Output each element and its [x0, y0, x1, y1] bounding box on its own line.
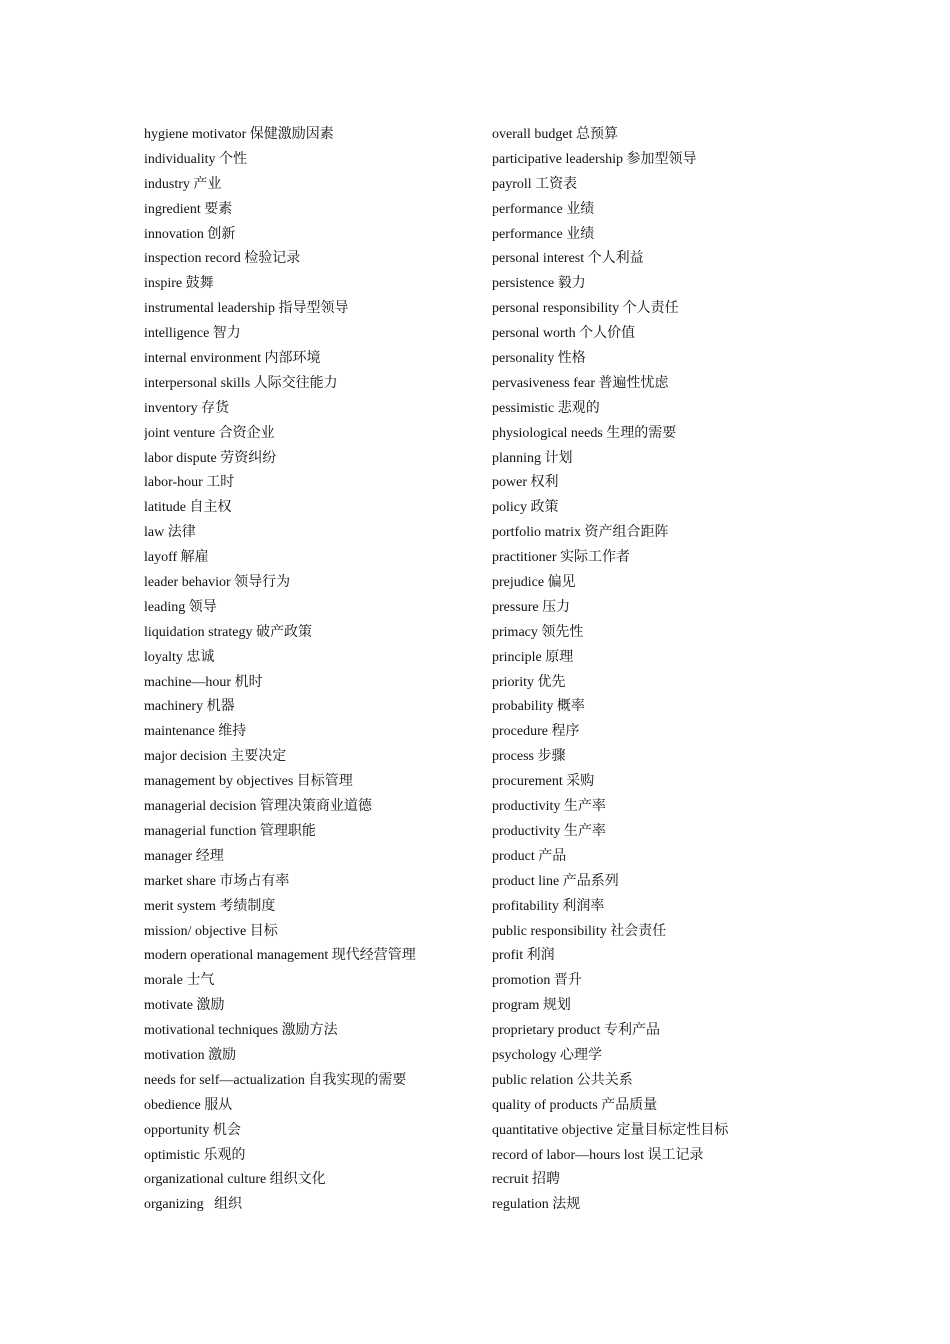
glossary-term: psychology 心理学 [492, 1047, 603, 1063]
glossary-term: interpersonal skills 人际交往能力 [144, 375, 338, 391]
glossary-term: profitability 利润率 [492, 898, 605, 914]
glossary-term: portfolio matrix 资产组合距阵 [492, 525, 669, 541]
glossary-term: ingredient 要素 [144, 201, 233, 217]
glossary-term: internal environment 内部环境 [144, 351, 321, 367]
glossary-term: labor dispute 劳资纠纷 [144, 450, 277, 466]
glossary-term: innovation 创新 [144, 226, 236, 242]
glossary-term: performance 业绩 [492, 201, 595, 217]
glossary-term: productivity 生产率 [492, 823, 606, 839]
glossary-term: leader behavior 领导行为 [144, 575, 291, 591]
glossary-term: motivational techniques 激励方法 [144, 1023, 338, 1039]
glossary-term: instrumental leadership 指导型领导 [144, 301, 349, 317]
glossary-term: liquidation strategy 破产政策 [144, 624, 312, 640]
glossary-term: machine—hour 机时 [144, 674, 263, 690]
glossary-term: planning 计划 [492, 450, 573, 466]
glossary-term: latitude 自主权 [144, 500, 232, 516]
glossary-term: profit 利润 [492, 948, 555, 964]
glossary-right-column [492, 123, 822, 1218]
glossary-term: product line 产品系列 [492, 873, 619, 889]
glossary-term: public responsibility 社会责任 [492, 923, 667, 939]
glossary-term: modern operational management 现代经营管理 [144, 948, 416, 964]
glossary-term: record of labor—hours lost 误工记录 [492, 1147, 704, 1163]
glossary-term: persistence 毅力 [492, 276, 586, 292]
glossary-term: quantitative objective 定量目标定性目标 [492, 1122, 729, 1138]
glossary-term: joint venture 合资企业 [144, 425, 275, 441]
glossary-term: product 产品 [492, 848, 567, 864]
glossary-term: needs for self—actualization 自我实现的需要 [144, 1072, 407, 1088]
glossary-term: public relation 公共关系 [492, 1072, 633, 1088]
glossary-term: inspection record 检验记录 [144, 251, 301, 267]
glossary-term: major decision 主要决定 [144, 749, 287, 765]
glossary-term: industry 产业 [144, 176, 222, 192]
glossary-left-column [144, 123, 474, 1218]
glossary-term: primacy 领先性 [492, 624, 584, 640]
glossary-term: inventory 存货 [144, 400, 230, 416]
glossary-term: managerial function 管理职能 [144, 823, 316, 839]
glossary-term: organizing 组织 [144, 1197, 243, 1213]
glossary-term: managerial decision 管理决策商业道德 [144, 799, 372, 815]
glossary-term: machinery 机器 [144, 699, 235, 715]
glossary-term: personal responsibility 个人责任 [492, 301, 679, 317]
glossary-term: productivity 生产率 [492, 799, 606, 815]
glossary-term: market share 市场占有率 [144, 873, 290, 889]
glossary-term: pessimistic 悲观的 [492, 400, 600, 416]
glossary-term: procurement 采购 [492, 774, 595, 790]
glossary-term: mission/ objective 目标 [144, 923, 278, 939]
glossary-term: optimistic 乐观的 [144, 1147, 246, 1163]
glossary-term: pervasiveness fear 普遍性忧虑 [492, 375, 669, 391]
glossary-term: proprietary product 专利产品 [492, 1023, 660, 1039]
glossary-term: organizational culture 组织文化 [144, 1172, 326, 1188]
glossary-term: individuality 个性 [144, 151, 248, 167]
glossary-term: quality of products 产品质量 [492, 1097, 658, 1113]
glossary-term: manager 经理 [144, 848, 224, 864]
glossary-term: overall budget 总预算 [492, 127, 618, 142]
glossary-term: principle 原理 [492, 649, 574, 665]
glossary-term: probability 概率 [492, 699, 585, 715]
glossary-term: program 规划 [492, 998, 571, 1014]
glossary-term: law 法律 [144, 525, 196, 541]
glossary-term: personal interest 个人利益 [492, 251, 644, 267]
glossary-term: maintenance 维持 [144, 724, 247, 740]
glossary-term: policy 政策 [492, 500, 559, 516]
glossary-term: recruit 招聘 [492, 1172, 561, 1188]
glossary-term: participative leadership 参加型领导 [492, 151, 697, 167]
glossary-term: priority 优先 [492, 674, 566, 690]
glossary-term: personal worth 个人价值 [492, 326, 636, 342]
glossary-term: power 权利 [492, 475, 559, 491]
glossary-term: performance 业绩 [492, 226, 595, 242]
glossary-term: merit system 考绩制度 [144, 898, 276, 914]
glossary-term: physiological needs 生理的需要 [492, 425, 677, 441]
glossary-term: motivation 激励 [144, 1047, 237, 1063]
glossary-term: layoff 解雇 [144, 550, 209, 566]
glossary-term: obedience 服从 [144, 1097, 233, 1113]
glossary-term: prejudice 偏见 [492, 575, 576, 591]
glossary-term: motivate 激励 [144, 998, 225, 1014]
glossary-term: morale 士气 [144, 973, 215, 989]
glossary-term: promotion 晋升 [492, 973, 582, 989]
glossary-term: practitioner 实际工作者 [492, 550, 631, 566]
glossary-term: opportunity 机会 [144, 1122, 241, 1138]
glossary-term: loyalty 忠诚 [144, 649, 215, 665]
glossary-term: procedure 程序 [492, 724, 580, 740]
glossary-term: intelligence 智力 [144, 326, 241, 342]
glossary-term: labor-hour 工时 [144, 475, 235, 491]
glossary-term: personality 性格 [492, 351, 586, 367]
glossary-term: hygiene motivator 保健激励因素 [144, 127, 334, 142]
glossary-term: process 步骤 [492, 749, 566, 765]
glossary-term: leading 领导 [144, 599, 217, 615]
glossary-term: management by objectives 目标管理 [144, 774, 353, 790]
glossary-term: payroll 工资表 [492, 176, 578, 192]
glossary-term: regulation 法规 [492, 1197, 581, 1213]
glossary-term: pressure 压力 [492, 599, 571, 615]
glossary-term: inspire 鼓舞 [144, 276, 214, 292]
